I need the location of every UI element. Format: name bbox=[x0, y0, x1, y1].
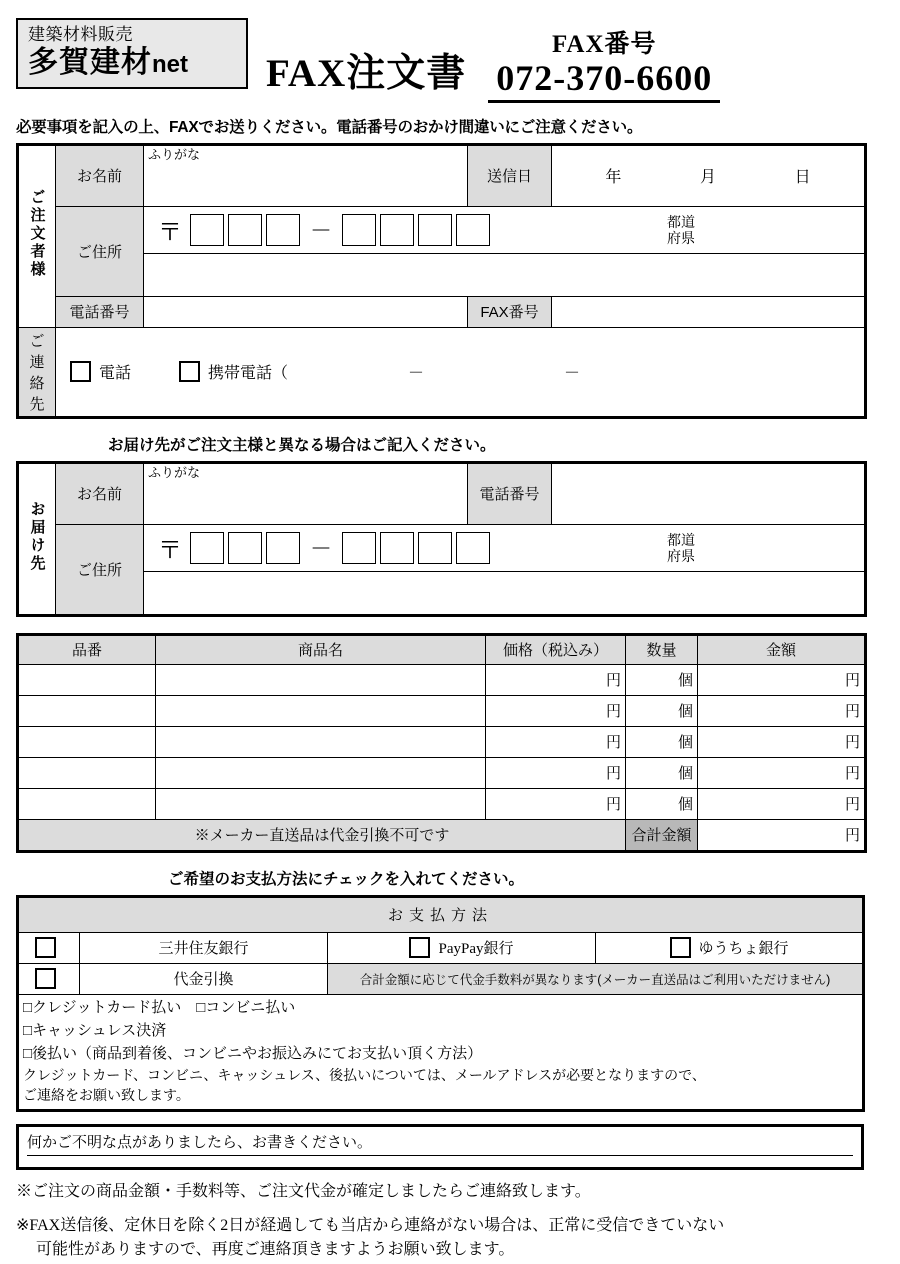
payment-cod-row[interactable] bbox=[18, 963, 864, 994]
item-qty[interactable]: 個 bbox=[626, 695, 698, 726]
postal-box[interactable] bbox=[266, 214, 300, 246]
page-title: FAX注文書 bbox=[266, 52, 467, 95]
item-name[interactable] bbox=[156, 788, 486, 819]
items-total-label: 合計金額 bbox=[626, 819, 698, 851]
item-qty[interactable]: 個 bbox=[626, 664, 698, 695]
payment-banks-row[interactable] bbox=[18, 932, 864, 963]
postal-mark-icon: 〒 bbox=[158, 537, 182, 565]
footer-note-2 bbox=[16, 1214, 900, 1262]
delivery-name-input[interactable] bbox=[144, 462, 468, 524]
payment-option-atobarai[interactable]: □後払い（商品到着後、コンビニやお振込みにてお支払い頂く方法） bbox=[23, 1046, 483, 1063]
checkbox-yucho[interactable] bbox=[670, 937, 691, 958]
orderer-tel-label: 電話番号 bbox=[56, 296, 144, 327]
top-notice: 必要事項を記入の上、FAXでお送りください。電話番号のおかけ間違いにご注意ください。 bbox=[16, 118, 643, 136]
item-amount[interactable]: 円 bbox=[698, 695, 866, 726]
fax-number-block bbox=[488, 24, 720, 103]
postal-box[interactable] bbox=[342, 214, 376, 246]
postal-box[interactable] bbox=[266, 532, 300, 564]
item-name[interactable] bbox=[156, 664, 486, 695]
item-price[interactable]: 円 bbox=[486, 788, 626, 819]
payment-option-cashless[interactable]: □キャッシュレス決済 bbox=[23, 1023, 167, 1040]
item-name[interactable] bbox=[156, 757, 486, 788]
checkbox-tel[interactable] bbox=[70, 361, 91, 382]
prefecture-line1: 都道 bbox=[667, 213, 695, 230]
payment-bank-smbc: 三井住友銀行 bbox=[80, 932, 328, 963]
delivery-address-input[interactable] bbox=[144, 571, 866, 615]
contact-tel-label: 電話 bbox=[99, 365, 132, 383]
postal-box[interactable] bbox=[456, 532, 490, 564]
payment-cod-label: 代金引換 bbox=[80, 963, 328, 994]
item-qty[interactable]: 個 bbox=[626, 757, 698, 788]
orderer-section-label-text: ご注文者様 bbox=[28, 189, 46, 280]
postal-box[interactable] bbox=[228, 532, 262, 564]
document-header bbox=[0, 0, 900, 103]
delivery-postal-row[interactable] bbox=[144, 524, 866, 571]
item-price[interactable]: 円 bbox=[486, 664, 626, 695]
orderer-address-label: ご住所 bbox=[56, 206, 144, 296]
orderer-name-label: お名前 bbox=[56, 144, 144, 206]
postal-box[interactable] bbox=[418, 214, 452, 246]
checkbox-smbc[interactable] bbox=[35, 937, 56, 958]
items-col-amount: 金額 bbox=[698, 634, 866, 664]
orderer-address-input[interactable] bbox=[144, 253, 866, 296]
table-row[interactable] bbox=[18, 695, 866, 726]
item-amount[interactable]: 円 bbox=[698, 726, 866, 757]
company-logo bbox=[16, 18, 248, 89]
postal-box[interactable] bbox=[418, 532, 452, 564]
delivery-section-label-text: お届け先 bbox=[28, 500, 46, 573]
items-col-price: 価格（税込み） bbox=[486, 634, 626, 664]
send-date-input[interactable] bbox=[552, 144, 866, 206]
delivery-tel-label: 電話番号 bbox=[468, 462, 552, 524]
payment-title: お支払方法 bbox=[18, 896, 864, 932]
footer-note-2-line2: 可能性がありますので、再度ご連絡頂きますようお願い致します。 bbox=[36, 1241, 515, 1259]
item-name[interactable] bbox=[156, 726, 486, 757]
items-table bbox=[16, 633, 867, 853]
postal-box[interactable] bbox=[380, 532, 414, 564]
orderer-table bbox=[16, 143, 867, 419]
table-row[interactable] bbox=[18, 726, 866, 757]
delivery-tel-input[interactable] bbox=[552, 462, 866, 524]
items-total-value[interactable]: 円 bbox=[698, 819, 866, 851]
items-col-name: 商品名 bbox=[156, 634, 486, 664]
orderer-fax-label: FAX番号 bbox=[468, 296, 552, 327]
payment-bank-yucho-cell[interactable] bbox=[596, 932, 864, 963]
postal-box[interactable] bbox=[228, 214, 262, 246]
prefecture-label bbox=[667, 214, 695, 246]
footer-note-2-line1: ※FAX送信後、定休日を除く2日が経過しても当店から連絡がない場合は、正常に受信できていない bbox=[16, 1217, 725, 1235]
postal-dash: － bbox=[310, 536, 333, 562]
item-code[interactable] bbox=[18, 757, 156, 788]
contact-options[interactable] bbox=[56, 327, 866, 417]
postal-box[interactable] bbox=[342, 532, 376, 564]
prefecture-line2: 府県 bbox=[667, 547, 695, 564]
item-code[interactable] bbox=[18, 726, 156, 757]
payment-other-options[interactable] bbox=[18, 994, 864, 1110]
delivery-furigana-label: ふりがな bbox=[148, 464, 201, 480]
postal-box[interactable] bbox=[456, 214, 490, 246]
payment-heading: ご希望のお支払方法にチェックを入れてください。 bbox=[168, 870, 525, 888]
items-total-row bbox=[18, 819, 866, 851]
fax-number-value: 072-370-6600 bbox=[488, 60, 720, 103]
free-comment-divider bbox=[27, 1155, 853, 1156]
logo-name-text: 多賀建材 bbox=[28, 46, 152, 80]
logo-name bbox=[28, 46, 236, 81]
item-amount[interactable]: 円 bbox=[698, 788, 866, 819]
send-date-month: 月 bbox=[699, 169, 716, 187]
payment-bank-yucho: ゆうちょ銀行 bbox=[698, 940, 789, 958]
prefecture-line1: 都道 bbox=[667, 531, 695, 548]
postal-mark-icon: 〒 bbox=[158, 219, 182, 247]
free-comment-box[interactable] bbox=[16, 1124, 864, 1170]
checkbox-cod[interactable] bbox=[35, 968, 56, 989]
fax-number-label: FAX番号 bbox=[551, 31, 657, 58]
postal-dash: － bbox=[310, 218, 333, 244]
item-amount[interactable]: 円 bbox=[698, 757, 866, 788]
postal-box[interactable] bbox=[190, 214, 224, 246]
checkbox-smbc-cell[interactable] bbox=[18, 932, 80, 963]
logo-net-text: net bbox=[152, 51, 188, 79]
payment-options-note-1: クレジットカード、コンビニ、キャッシュレス、後払いについては、メールアドレスが必要となりますので、 bbox=[23, 1068, 706, 1084]
items-header-row bbox=[18, 634, 866, 664]
prefecture-label bbox=[667, 532, 695, 564]
postal-box[interactable] bbox=[380, 214, 414, 246]
contact-label: ご連絡先 bbox=[18, 327, 56, 417]
contact-mobile-label: 携帯電話（ bbox=[208, 365, 289, 383]
footer-note-1: ※ご注文の商品金額・手数料等、ご注文代金が確定しましたらご連絡致します。 bbox=[16, 1183, 591, 1201]
items-footer-note: ※メーカー直送品は代金引換不可です bbox=[18, 819, 626, 851]
orderer-section-label bbox=[18, 144, 56, 327]
send-date-day: 日 bbox=[794, 169, 811, 187]
send-date-label: 送信日 bbox=[468, 144, 552, 206]
table-row[interactable] bbox=[18, 664, 866, 695]
postal-box[interactable] bbox=[190, 532, 224, 564]
delivery-table bbox=[16, 461, 867, 617]
checkbox-paypay[interactable] bbox=[409, 937, 430, 958]
orderer-postal-row[interactable] bbox=[144, 206, 866, 253]
item-code[interactable] bbox=[18, 664, 156, 695]
delivery-section-label bbox=[18, 462, 56, 615]
orderer-tel-input[interactable] bbox=[144, 296, 468, 327]
payment-cod-note: 合計金額に応じて代金手数料が異なります(メーカー直送品はご利用いただけません) bbox=[328, 963, 864, 994]
checkbox-mobile[interactable] bbox=[179, 361, 200, 382]
free-comment-placeholder: 何かご不明な点がありましたら、お書きください。 bbox=[27, 1135, 373, 1152]
item-price[interactable]: 円 bbox=[486, 757, 626, 788]
payment-bank-paypay-cell[interactable] bbox=[328, 932, 596, 963]
payment-bank-paypay: PayPay銀行 bbox=[438, 941, 514, 958]
delivery-name-label: お名前 bbox=[56, 462, 144, 524]
contact-dash-2: － bbox=[564, 365, 581, 383]
item-qty[interactable]: 個 bbox=[626, 726, 698, 757]
logo-tagline: 建築材料販売 bbox=[28, 25, 133, 44]
orderer-fax-input[interactable] bbox=[552, 296, 866, 327]
item-code[interactable] bbox=[18, 695, 156, 726]
table-row[interactable] bbox=[18, 757, 866, 788]
payment-option-credit-conveni[interactable]: □クレジットカード払い □コンビニ払い bbox=[23, 999, 296, 1016]
contact-dash-1: － bbox=[408, 365, 425, 383]
items-col-qty: 数量 bbox=[626, 634, 698, 664]
delivery-address-label: ご住所 bbox=[56, 524, 144, 615]
orderer-furigana-label: ふりがな bbox=[148, 146, 201, 162]
orderer-name-input[interactable] bbox=[144, 144, 468, 206]
send-date-year: 年 bbox=[605, 169, 622, 187]
item-name[interactable] bbox=[156, 695, 486, 726]
item-price[interactable]: 円 bbox=[486, 695, 626, 726]
prefecture-line2: 府県 bbox=[667, 229, 695, 246]
table-row[interactable] bbox=[18, 788, 866, 819]
item-qty[interactable]: 個 bbox=[626, 788, 698, 819]
checkbox-cod-cell[interactable] bbox=[18, 963, 80, 994]
item-amount[interactable]: 円 bbox=[698, 664, 866, 695]
item-price[interactable]: 円 bbox=[486, 726, 626, 757]
payment-options-note-2: ご連絡をお願い致します。 bbox=[23, 1088, 190, 1104]
items-col-code: 品番 bbox=[18, 634, 156, 664]
payment-table bbox=[16, 895, 865, 1112]
item-code[interactable] bbox=[18, 788, 156, 819]
delivery-heading: お届け先がご注文主様と異なる場合はご記入ください。 bbox=[108, 436, 496, 454]
